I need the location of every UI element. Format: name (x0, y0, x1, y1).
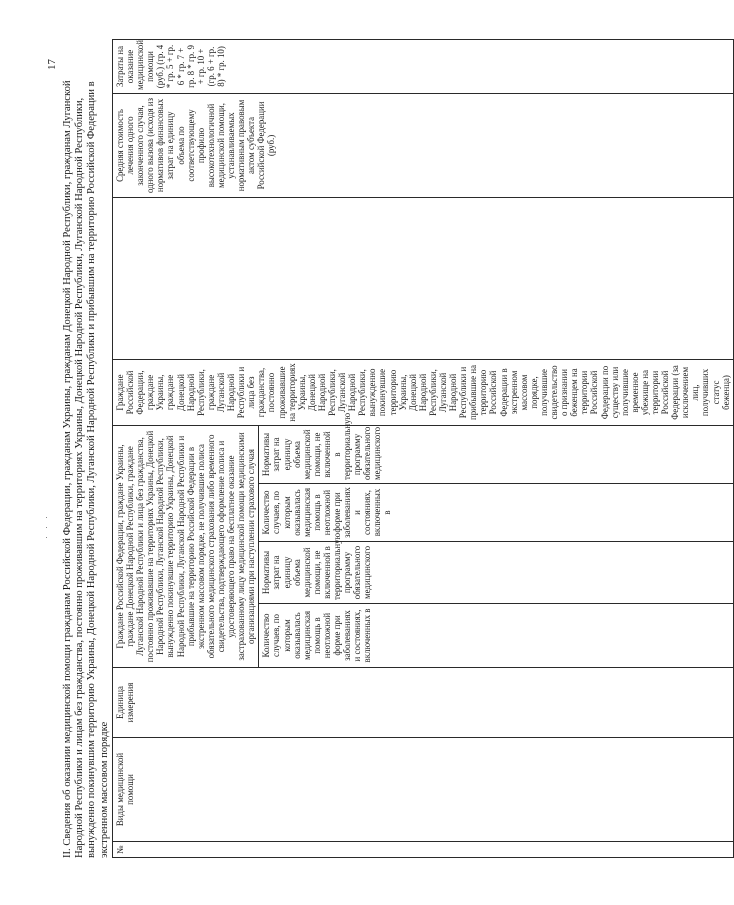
header-empty (113, 197, 734, 359)
subheader-norm-1: Нормативы затрат на единицу объема медицинской помощи, не включенной в территориальную программу обязательного медицинского (259, 542, 733, 604)
page-number: 17 (46, 59, 58, 70)
header-number: № (113, 842, 734, 858)
medical-care-table (112, 39, 734, 858)
subheader-norm-2: Нормативы затрат на единицу объема медицинской помощи, не включенной в территориальную программу обязательного медицинского (259, 425, 733, 483)
header-unit: Единица измерения (113, 668, 734, 738)
header-expenses: Затраты на оказание медицинской помощи (руб.) (гр. 4 * гр. 5 + гр. 6 * гр. 7 + гр. 8 * гр. 9 + гр. 10 + (гр. 6 + гр. 8) * гр. 10) (113, 39, 734, 93)
subheader-count-1: Количество случаев, по которым оказывалась медицинская помощь в неотложной форме при заболеваниях и состояниях, включенных в (259, 604, 733, 668)
rotated-page (40, 22, 731, 882)
subheader-count-2: Количество случаев, по которым оказывалась медицинская помощь в неотложной форме при заболеваниях и состояниях, включенных в (259, 484, 733, 542)
header-group-refugees: Граждане Российской Федерации, граждане Украины, граждане Донецкой Народной Республики, граждане Луганской Народной Республики и лица без гражданства, постоянно проживавшие на территориях Украины, Донецкой Народной Республики, Луганской Народной Республики, вынужденно покинувшие территорию Украины, Донецкой Народной Республики, Луганской Народной Республики и прибывшие на территорию Российской Федерации в экстренном массовом порядке, получившие свидетельство о признании беженцем на территории Российской Федерации по существу или получившие временное убежище на территории Российской Федерации (за исключением лиц, получивших статус беженца) (113, 359, 734, 425)
scan-marks (44, 48, 52, 858)
header-care-type: Виды медицинской помощи (113, 738, 734, 842)
section-heading: II. Сведения об оказании медицинской помощи гражданам Российской Федерации, гражданам Украины, гражданам Донецкой Народной Республики, гражданам Луганской Народной Республики и лицам без гражданства, постоянно проживавшим на территориях Украины, Донецкой Народной Республики, Луганской Народной Республики, вынужденно покинувшим территорию Украины, Донецкой Народной Республики, Луганской Народной Республики и прибывшим на территорию Российской Федерации в экстренном массовом порядке (62, 80, 110, 858)
header-average-cost: Средняя стоимость лечения одного законченного случая, одного вызова (исходя из нормативов финансовых затрат на единицу объема по соответствующему профилю высокотехнологичной медицинской помощи, устанавливаемых нормативным правовым актом субъекта Российской Федерации (руб.) (113, 93, 734, 197)
header-group-without-policy: Граждане Российской Федерации, граждане Украины, граждане Донецкой Народной Республики, граждане Луганской Народной Республики и лица без гражданства, постоянно проживавшие на территориях Украины, Донецкой Народной Республики, Луганской Народной Республики, вынужденно покинувшие территорию Украины, Донецкой Народной Республики, Луганской Народной Республики и прибывшие на территорию Российской Федерации в экстренном массовом порядке, не получившие полиса обязательного медицинского страхования либо временного свидетельства, подтверждающего оформление полиса и удостоверяющего право на бесплатное оказание застрахованному лицу медицинской помощи медицинскими организациями при наступлении страхового случая (113, 425, 259, 667)
